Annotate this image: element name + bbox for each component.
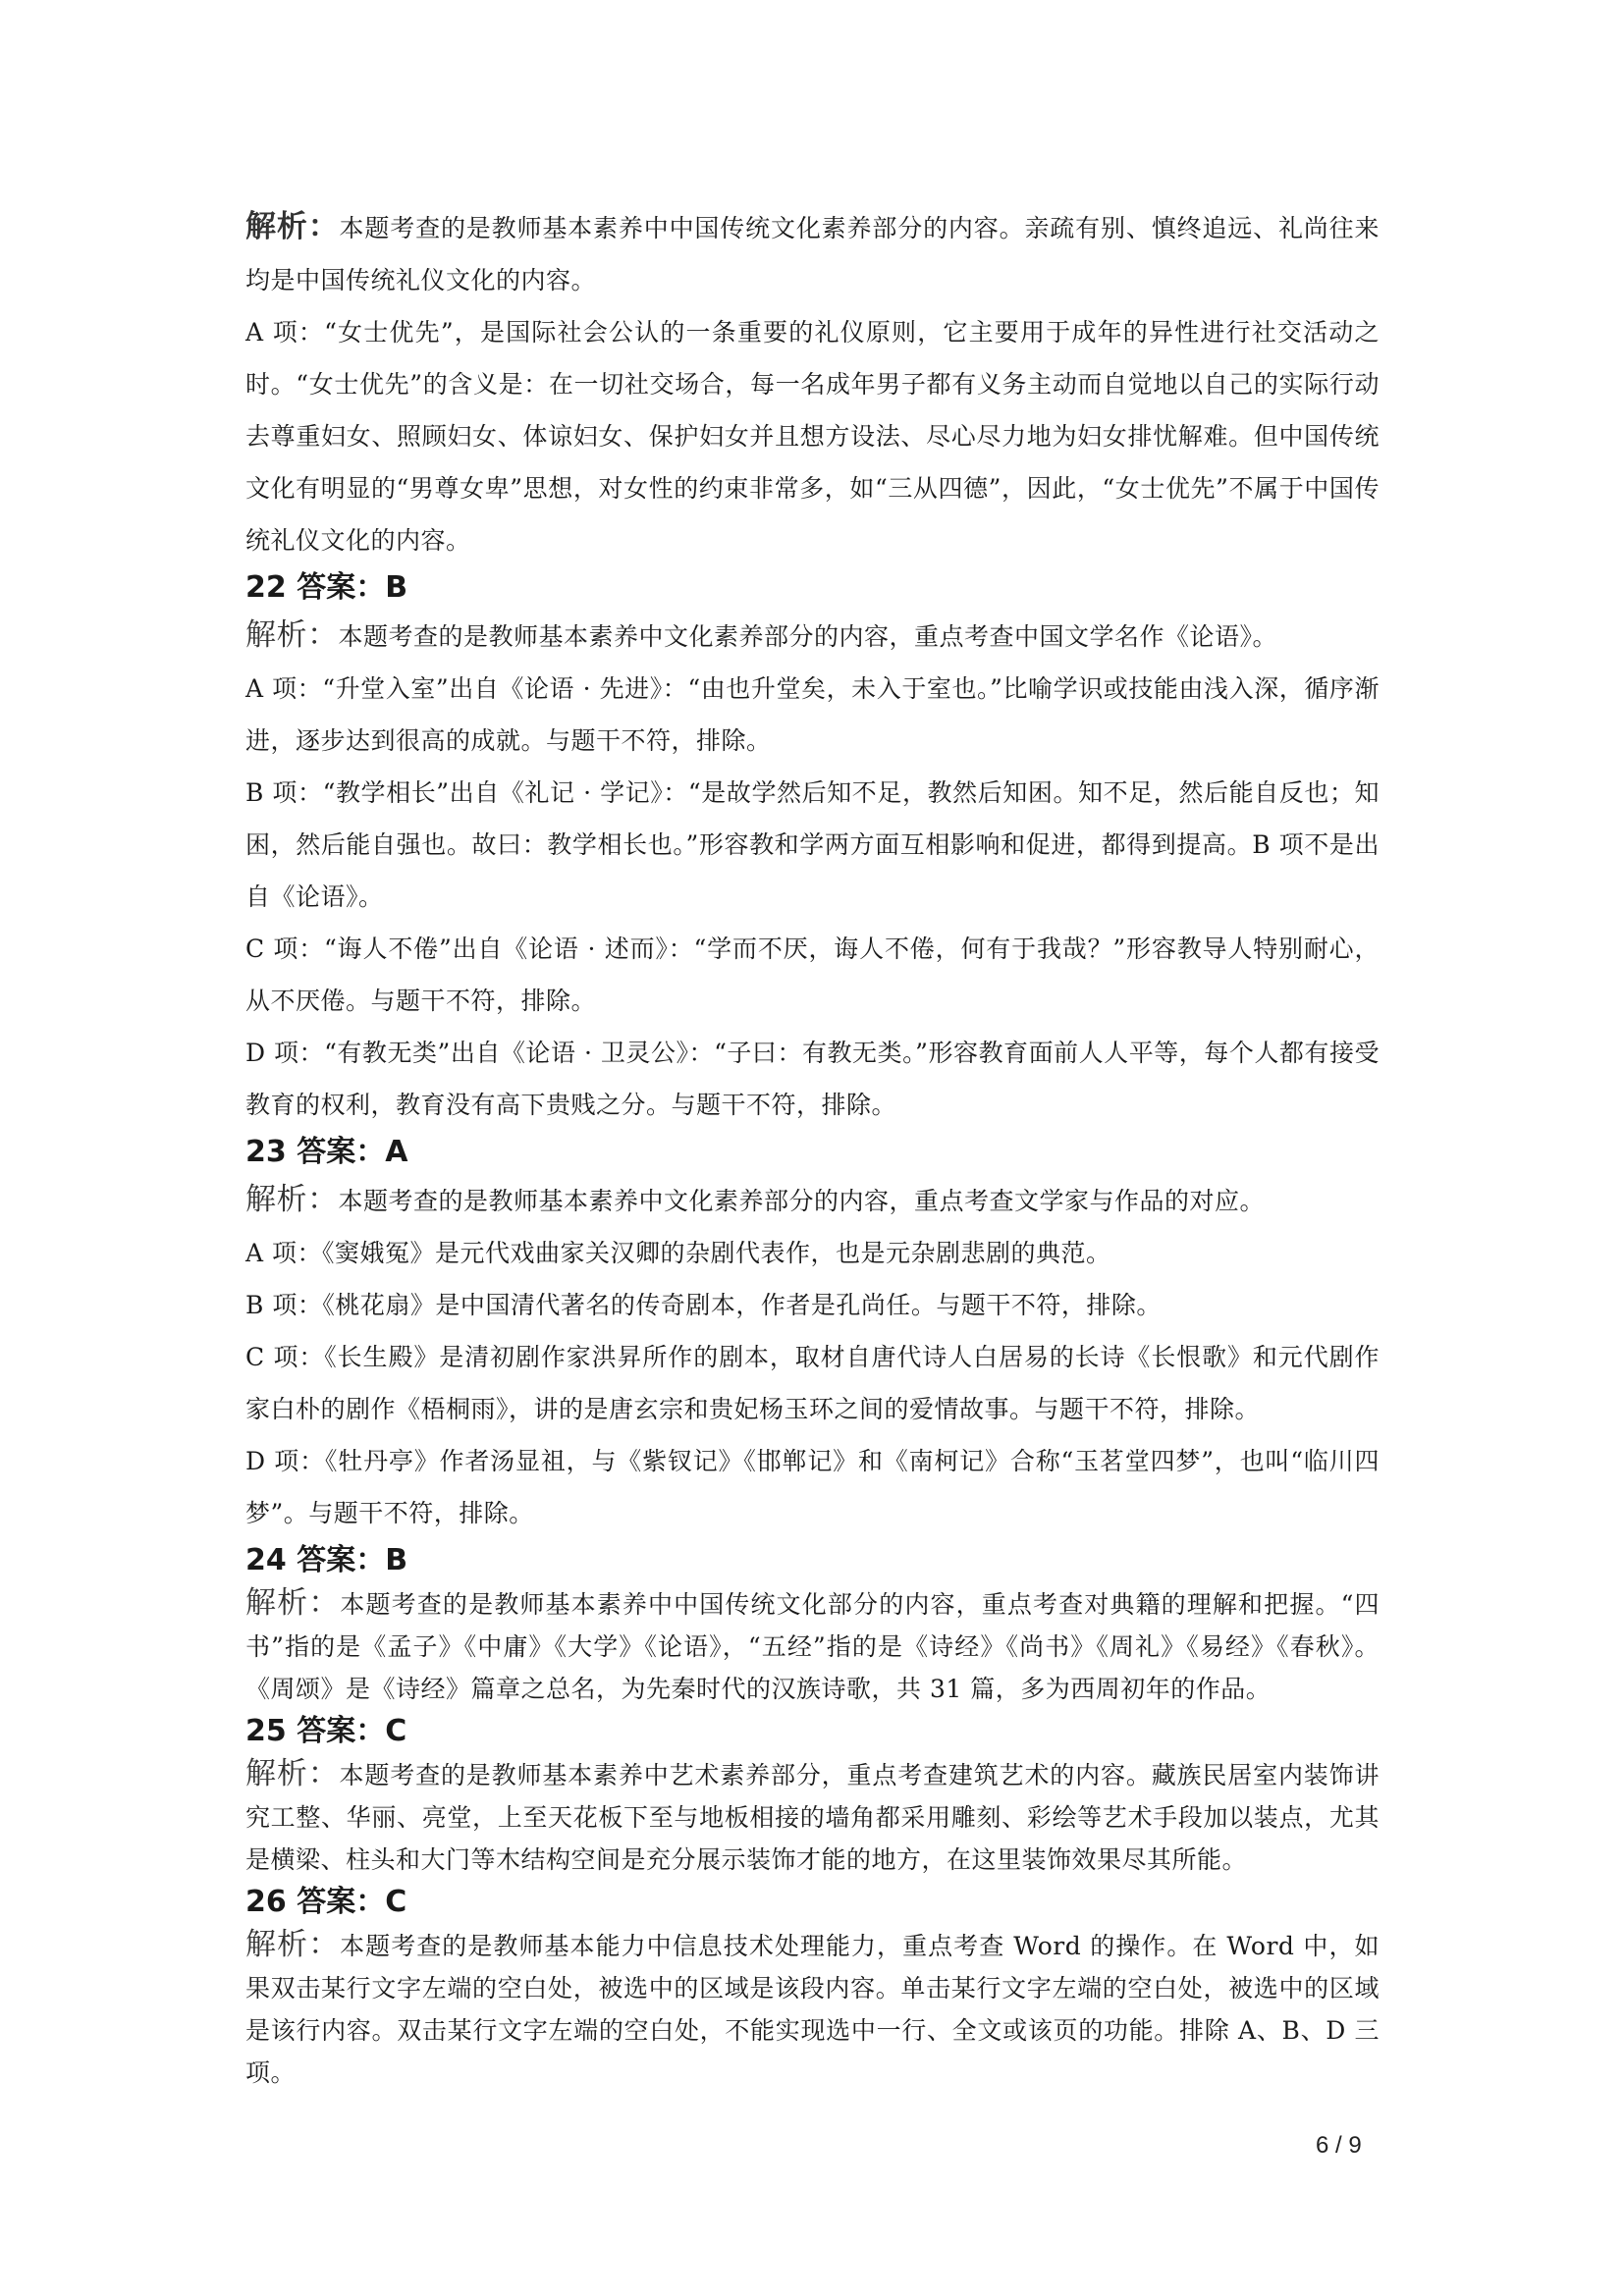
analysis-text: 本题考查的是教师基本素养中中国传统文化素养部分的内容。亲疏有别、慎终追远、礼尚往来均是中国传统礼仪文化的内容。 <box>245 214 1380 294</box>
q23-analysis <box>245 1174 1380 1227</box>
q22-analysis <box>245 610 1380 663</box>
q22-answer: 22 答案：B <box>245 570 408 605</box>
q23-option-c: C 项：《长生殿》是清初剧作家洪昇所作的剧本，取材自唐代诗人白居易的长诗《长恨歌》和元代剧作家白朴的剧作《梧桐雨》，讲的是唐玄宗和贵妃杨玉环之间的爱情故事。与题干不符，排除。 <box>245 1343 1380 1423</box>
q24-answer: 24 答案：B <box>245 1543 408 1577</box>
q21-analysis <box>245 201 1380 306</box>
analysis-text: 本题考查的是教师基本素养中文化素养部分的内容，重点考查中国文学名作《论语》。 <box>338 622 1278 651</box>
analysis-label: 解析： <box>245 1182 339 1217</box>
q25-analysis <box>245 1753 1380 1881</box>
q22-option-a: A 项：“升堂入室”出自《论语 · 先进》：“由也升堂矣，未入于室也。”比喻学识或技能由浅入深，循序渐进，逐步达到很高的成就。与题干不符，排除。 <box>245 674 1380 755</box>
q25-answer: 25 答案：C <box>245 1714 407 1748</box>
page-number: 6 / 9 <box>1316 2132 1362 2159</box>
document-page <box>245 201 1380 2094</box>
analysis-label: 解析： <box>245 209 340 244</box>
analysis-label: 解析： <box>245 1756 340 1791</box>
q21-option-a: A 项：“女士优先”，是国际社会公认的一条重要的礼仪原则，它主要用于成年的异性进行社交活动之时。“女士优先”的含义是：在一切社交场合，每一名成年男子都有义务主动而自觉地以自己的实际行动去尊重妇女、照顾妇女、体谅妇女、保护妇女并且想方设法、尽心尽力地为妇女排忧解难。但中国传统文化有明显的“男尊女卑”思想，对女性的约束非常多，如“三从四德”，因此，“女士优先”不属于中国传统礼仪文化的内容。 <box>245 318 1380 555</box>
q23-option-b: B 项：《桃花扇》是中国清代著名的传奇剧本，作者是孔尚任。与题干不符，排除。 <box>245 1291 1162 1319</box>
analysis-text: 本题考查的是教师基本能力中信息技术处理能力，重点考查 Word 的操作。在 Word 中，如果双击某行文字左端的空白处，被选中的区域是该段内容。单击某行文字左端的空白处，被选中的区域是该行内容。双击某行文字左端的空白处，不能实现选中一行、全文或该页的功能。排除 A、B、D 三项。 <box>245 1932 1380 2087</box>
analysis-label: 解析： <box>245 1927 341 1962</box>
analysis-text: 本题考查的是教师基本素养中文化素养部分的内容，重点考查文学家与作品的对应。 <box>338 1187 1266 1215</box>
analysis-label: 解析： <box>245 617 339 653</box>
q26-answer: 26 答案：C <box>245 1885 407 1919</box>
analysis-text: 本题考查的是教师基本素养中艺术素养部分，重点考查建筑艺术的内容。藏族民居室内装饰讲究工整、华丽、亮堂，上至天花板下至与地板相接的墙角都采用雕刻、彩绘等艺术手段加以装点，尤其是横梁、柱头和大门等木结构空间是充分展示装饰才能的地方，在这里装饰效果尽其所能。 <box>245 1761 1380 1874</box>
q23-answer: 23 答案：A <box>245 1135 408 1169</box>
q26-analysis <box>245 1924 1380 2094</box>
q23-option-d: D 项：《牡丹亭》作者汤显祖，与《紫钗记》《邯郸记》和《南柯记》合称“玉茗堂四梦”，也叫“临川四梦”。与题干不符，排除。 <box>245 1447 1380 1527</box>
analysis-text: 本题考查的是教师基本素养中中国传统文化部分的内容，重点考查对典籍的理解和把握。“四书”指的是《孟子》《中庸》《大学》《论语》，“五经”指的是《诗经》《尚书》《周礼》《易经》《春秋》。《周颂》是《诗经》篇章之总名，为先秦时代的汉族诗歌，共 31 篇，多为西周初年的作品。 <box>245 1590 1380 1703</box>
q23-option-a: A 项：《窦娥冤》是元代戏曲家关汉卿的杂剧代表作，也是元杂剧悲剧的典范。 <box>245 1239 1111 1267</box>
q22-option-d: D 项：“有教无类”出自《论语 · 卫灵公》：“子曰：有教无类。”形容教育面前人人平等，每个人都有接受教育的权利，教育没有高下贵贱之分。与题干不符，排除。 <box>245 1039 1380 1119</box>
q22-option-b: B 项：“教学相长”出自《礼记 · 学记》：“是故学然后知不足，教然后知困。知不足，然后能自反也；知困，然后能自强也。故曰：教学相长也。”形容教和学两方面互相影响和促进，都得到提高。B 项不是出自《论语》。 <box>245 778 1380 911</box>
q22-option-c: C 项：“诲人不倦”出自《论语 · 述而》：“学而不厌，诲人不倦，何有于我哉？”形容教导人特别耐心，从不厌倦。与题干不符，排除。 <box>245 934 1380 1015</box>
analysis-label: 解析： <box>245 1585 341 1621</box>
q24-analysis <box>245 1582 1380 1710</box>
